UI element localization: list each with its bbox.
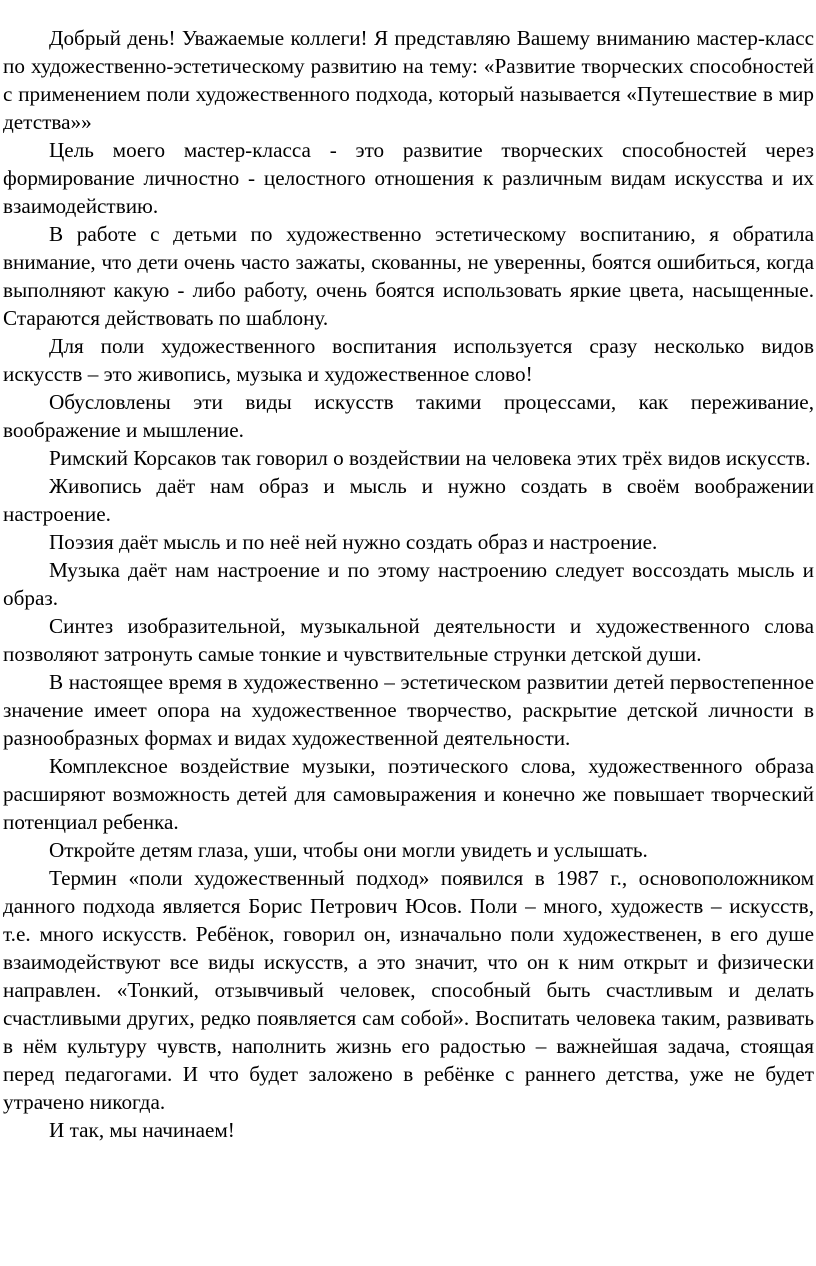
paragraph-goal: Цель моего мастер-класса - это развитие творческих способностей через формирование личностно - целостного отношения к различным видам искусства и их взаимодействию.	[3, 138, 814, 218]
paragraph-present-time: В настоящее время в художественно – эстетическом развитии детей первостепенное значение имеет опора на художественное творчество, раскрытие детской личности в разнообразных формах и видах художественной деятельности.	[3, 670, 814, 750]
paragraph-greeting: Добрый день! Уважаемые коллеги! Я представляю Вашему вниманию мастер-класс по художественно-эстетическому развитию на тему: «Развитие творческих способностей с применением поли художественного подхода, который называется «Путешествие в мир детства»»	[3, 26, 814, 134]
paragraph-synthesis: Синтез изобразительной, музыкальной деятельности и художественного слова позволяют затронуть самые тонкие и чувствительные струнки детской души.	[3, 614, 814, 666]
paragraph-term-history: Термин «поли художественный подход» появился в 1987 г., основоположником данного подхода является Борис Петрович Юсов. Поли – много, художеств – искусств, т.е. много искусств. Ребёнок, говорил он, изначально поли художественен, в его душе взаимодействуют все виды искусств, а это значит, что он к ним открыт и физически направлен. «Тонкий, отзывчивый человек, способный быть счастливым и делать счастливыми других, редко появляется сам собой». Воспитать человека таким, развивать в нём культуру чувств, наполнить жизнь его радостью – важнейшая задача, стоящая перед педагогами. И что будет заложено в ребёнке с раннего детства, уже не будет утрачено никогда.	[3, 866, 814, 1114]
paragraph-art-types: Для поли художественного воспитания используется сразу несколько видов искусств – это живопись, музыка и художественное слово!	[3, 334, 814, 386]
paragraph-rimsky-korsakov: Римский Корсаков так говорил о воздействии на человека этих трёх видов искусств.	[49, 446, 811, 470]
paragraph-lets-begin: И так, мы начинаем!	[49, 1118, 235, 1142]
paragraph-poetry: Поэзия даёт мысль и по неё ней нужно создать образ и настроение.	[49, 530, 658, 554]
paragraph-open-eyes: Откройте детям глаза, уши, чтобы они могли увидеть и услышать.	[49, 838, 648, 862]
paragraph-painting: Живопись даёт нам образ и мысль и нужно создать в своём воображении настроение.	[3, 474, 814, 526]
paragraph-complex-impact: Комплексное воздействие музыки, поэтического слова, художественного образа расширяют возможность детей для самовыражения и конечно же повышает творческий потенциал ребенка.	[3, 754, 814, 834]
paragraph-processes: Обусловлены эти виды искусств такими процессами, как переживание, воображение и мышление.	[3, 390, 814, 442]
paragraph-observation: В работе с детьми по художественно эстетическому воспитанию, я обратила внимание, что дети очень часто зажаты, скованны, не уверенны, боятся ошибиться, когда выполняют какую - либо работу, очень боятся использовать яркие цвета, насыщенные. Стараются действовать по шаблону.	[3, 222, 814, 330]
paragraph-music: Музыка даёт нам настроение и по этому настроению следует воссоздать мысль и образ.	[3, 558, 814, 610]
